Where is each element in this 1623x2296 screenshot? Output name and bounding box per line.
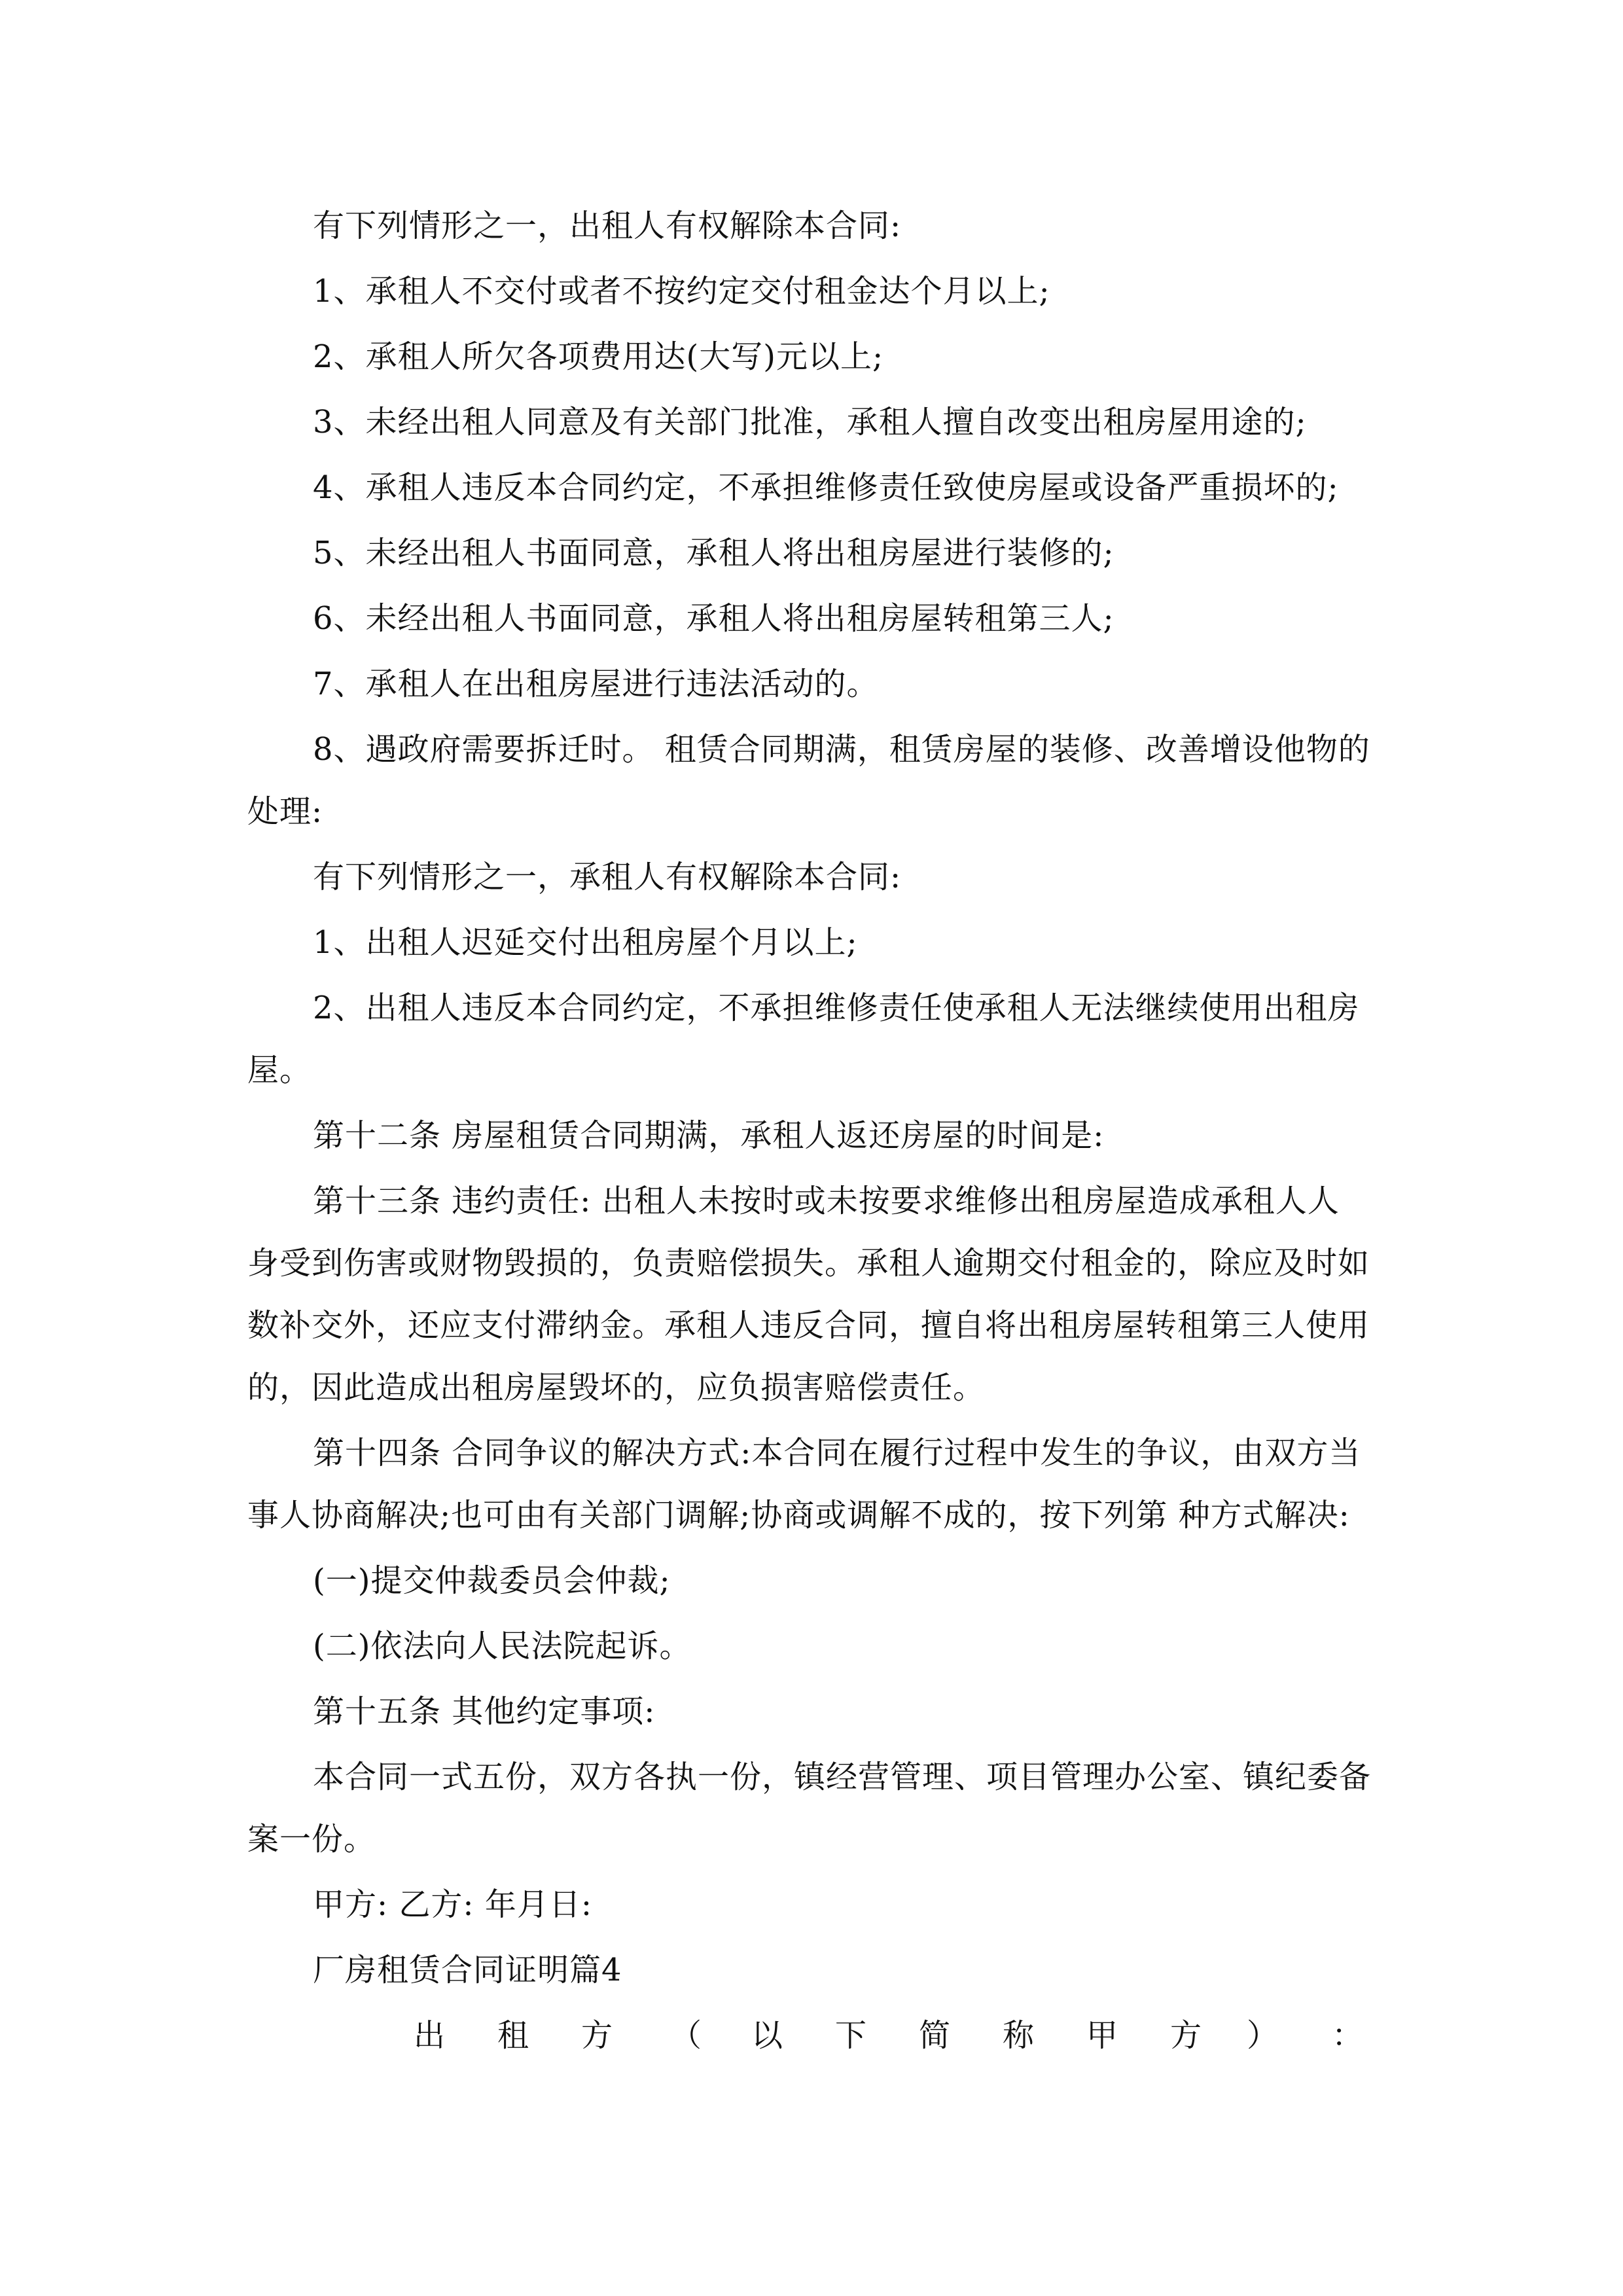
paragraph-line: 1、承租人不交付或者不按约定交付租金达个月以上; (313, 273, 1050, 310)
paragraph-line: 6、未经出租人书面同意，承租人将出租房屋转租第三人; (313, 600, 1115, 637)
paragraph-line: (二)依法向人民法院起诉。 (313, 1628, 692, 1664)
paragraph-line: 处理: (247, 793, 323, 830)
spaced-char: 出 (414, 2017, 446, 2054)
paragraph-line: 本合同一式五份，双方各执一份，镇经营管理、项目管理办公室、镇纪委备 (313, 1759, 1372, 1795)
paragraph-line: 数补交外，还应支付滞纳金。承租人违反合同，擅自将出租房屋转租第三人使用 (247, 1307, 1370, 1344)
paragraph-line: 2、出租人违反本合同约定，不承担维修责任使承租人无法继续使用出租房 (313, 990, 1360, 1026)
paragraph-line: 案一份。 (247, 1821, 376, 1857)
paragraph-line: 事人协商解决;也可由有关部门调解;协商或调解不成的，按下列第 种方式解决: (247, 1497, 1350, 1534)
spaced-char: ： (1332, 2017, 1364, 2054)
spaced-char: 简 (919, 2017, 951, 2054)
lessor-line (0, 2003, 1623, 2068)
paragraph-line: 有下列情形之一，承租人有权解除本合同: (313, 859, 902, 895)
paragraph-line: 3、未经出租人同意及有关部门批准，承租人擅自改变出租房屋用途的; (313, 404, 1307, 440)
paragraph-line: 身受到伤害或财物毁损的，负责赔偿损失。承租人逾期交付租金的，除应及时如 (247, 1245, 1370, 1282)
spaced-char: ） (1247, 2017, 1279, 2054)
paragraph-line: 厂房租赁合同证明篇4 (313, 1952, 622, 1988)
paragraph-line: (一)提交仲裁委员会仲裁; (313, 1562, 671, 1599)
paragraph-line: 5、未经出租人书面同意，承租人将出租房屋进行装修的; (313, 535, 1115, 571)
spaced-char: 方 (581, 2017, 613, 2054)
paragraph-line: 7、承租人在出租房屋进行违法活动的。 (313, 666, 879, 702)
paragraph-line: 第十五条 其他约定事项: (313, 1693, 656, 1730)
paragraph-line: 有下列情形之一，出租人有权解除本合同: (313, 207, 902, 244)
spaced-char: 租 (497, 2017, 529, 2054)
spaced-char: 以 (751, 2017, 783, 2054)
spaced-char: 方 (1170, 2017, 1202, 2054)
paragraph-line: 8、遇政府需要拆迁时。 租赁合同期满，租赁房屋的装修、改善增设他物的 (313, 731, 1370, 768)
paragraph-line: 第十四条 合同争议的解决方式:本合同在履行过程中发生的争议，由双方当 (313, 1435, 1361, 1471)
spaced-char: 甲 (1086, 2017, 1118, 2054)
spaced-char: （ (670, 2017, 702, 2054)
spaced-char: 下 (835, 2017, 867, 2054)
paragraph-line: 2、承租人所欠各项费用达(大写)元以上; (313, 338, 884, 375)
paragraph-line: 甲方: 乙方: 年月日: (313, 1886, 593, 1923)
paragraph-line: 第十二条 房屋租赁合同期满，承租人返还房屋的时间是: (313, 1117, 1105, 1154)
paragraph-line: 1、出租人迟延交付出租房屋个月以上; (313, 924, 858, 961)
spaced-char: 称 (1003, 2017, 1035, 2054)
paragraph-line: 屋。 (247, 1052, 312, 1088)
paragraph-line: 的，因此造成出租房屋毁坏的，应负损害赔偿责任。 (247, 1369, 986, 1406)
paragraph-line: 4、承租人违反本合同约定，不承担维修责任致使房屋或设备严重损坏的; (313, 469, 1339, 506)
paragraph-line: 第十三条 违约责任: 出租人未按时或未按要求维修出租房屋造成承租人人 (313, 1183, 1340, 1219)
